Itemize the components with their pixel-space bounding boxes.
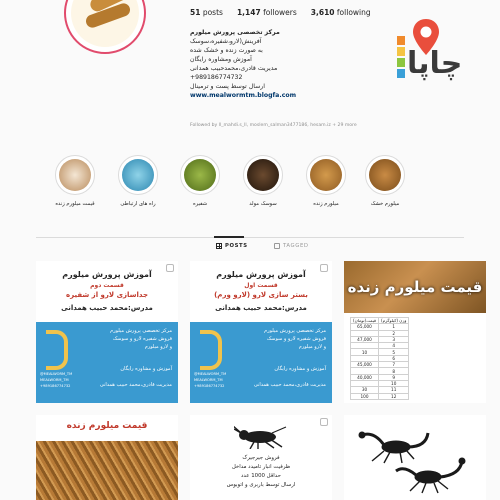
- post-info-line: و لارو میلورم: [298, 344, 326, 350]
- post-handle: MEALWORM_TM: [40, 378, 69, 382]
- bio-line: آفرینش(لارو،شفیره،سوسک: [190, 38, 262, 45]
- post-handle: +989186774732: [40, 384, 71, 388]
- post-info-line: آموزش و مشاوره رایگان: [274, 366, 326, 372]
- table-cell: 5: [379, 349, 409, 355]
- bio-website-link[interactable]: www.mealwormtm.blogfa.com: [190, 92, 297, 99]
- tabs-divider: [36, 237, 464, 238]
- table-cell: 65,000: [351, 324, 379, 330]
- post-text-line: حداقل 1000 عدد: [241, 473, 281, 479]
- bio-line: +989186774732: [190, 74, 243, 81]
- table-cell: 47,000: [351, 336, 379, 342]
- highlight-ring: [118, 155, 158, 195]
- table-cell: 10: [379, 380, 409, 386]
- highlight-label: راه های ارتباطی: [120, 201, 156, 207]
- tab-posts[interactable]: [216, 243, 248, 249]
- scorpion-icon: [356, 421, 476, 497]
- highlight-label: شفیره: [192, 201, 208, 207]
- highlight-label: میلورم زنده: [313, 201, 339, 207]
- post-subtitle: قسمت اول: [244, 282, 278, 289]
- post-teacher: مدرس:محمد حبیب همدانی: [215, 304, 307, 312]
- highlight-cover: [59, 159, 91, 191]
- highlight-cover: [310, 159, 342, 191]
- bio-line: مرکز تخصصی پرورش میلورم: [190, 29, 280, 36]
- following-label: following: [336, 8, 371, 17]
- post-text-line: فروش جیرجیرک: [242, 455, 280, 461]
- post-handle: @MEALWORM_TM: [40, 372, 73, 376]
- post-info-panel: [36, 322, 178, 403]
- bio-line: آموزش ومشاوره رایگان: [190, 56, 252, 63]
- profile-stats: [190, 8, 371, 17]
- highlight-ring: [365, 155, 405, 195]
- watermark-bar: [397, 36, 405, 45]
- highlight-dried-mealworm[interactable]: [357, 155, 413, 207]
- highlight-cover: [369, 159, 401, 191]
- table-cell: 3: [379, 336, 409, 342]
- table-cell: 4: [379, 343, 409, 349]
- highlight-ring: [55, 155, 95, 195]
- highlight-label: میلورم خشک: [370, 201, 400, 207]
- post-handle: @MEALWORM_TM: [194, 372, 227, 376]
- post-handle: MEALWORM_TM: [194, 378, 223, 382]
- highlight-cover: [122, 159, 154, 191]
- table-cell: 100: [351, 393, 379, 399]
- followers-count: 1,147: [236, 8, 261, 17]
- post-info-panel: [190, 322, 332, 403]
- highlight-breeding-beetle[interactable]: [235, 155, 291, 207]
- active-tab-indicator: [214, 236, 244, 238]
- post-info-line: مدیریت قادری،محمد حبیب همدانی: [99, 382, 172, 388]
- following-count: 3,610: [310, 8, 335, 17]
- grid-icon: [216, 243, 222, 249]
- tag-icon: [274, 243, 280, 249]
- tab-posts-label: POSTS: [225, 243, 248, 249]
- chapa-watermark-logo: [397, 16, 489, 88]
- watermark-text: چاپا: [407, 46, 463, 81]
- post-live-price[interactable]: [36, 415, 178, 500]
- post-text-line: ظرفیت انبار تامیدد مداخل: [231, 464, 291, 470]
- followers-label: followers: [263, 8, 297, 17]
- post-title: قیمت میلورم زنده: [347, 278, 483, 296]
- watermark-bar: [397, 58, 405, 67]
- table-cell: 10: [351, 349, 379, 355]
- multi-select-icon: [320, 418, 328, 426]
- posts-count: 51: [190, 8, 201, 17]
- table-cell: 8: [379, 368, 409, 374]
- followed-by-text[interactable]: Followed by ll_mahdi.s_ll, moslem_salman3477186, hesam.iz + 29 more: [190, 123, 357, 128]
- highlight-live-mealworm[interactable]: [298, 155, 354, 207]
- avatar-image: [71, 0, 139, 47]
- post-scorpion[interactable]: [344, 415, 486, 500]
- post-title: قیمت میلورم زنده: [66, 421, 148, 431]
- post-price-table[interactable]: [344, 261, 486, 403]
- bio-line: ارسال توسط پست و ترمینال: [190, 83, 265, 90]
- watermark-color-bars: [397, 36, 405, 80]
- post-text-line: ارسال توسط باربری و اتوبوس: [226, 482, 296, 488]
- price-table: [350, 317, 409, 400]
- tab-tagged-label: TAGGED: [283, 243, 309, 249]
- worm-graphic: [46, 330, 68, 370]
- followers-stat[interactable]: [237, 8, 297, 17]
- bio-line: به صورت زنده و خشک شده: [190, 47, 263, 54]
- post-handle: +989186774732: [194, 384, 225, 388]
- worm-graphic: [200, 330, 222, 370]
- table-cell: 6: [379, 355, 409, 361]
- highlight-cover: [247, 159, 279, 191]
- table-cell: 9: [379, 374, 409, 380]
- bio-line: مدیریت قادری،محمدحبیب همدانی: [190, 65, 278, 72]
- table-cell: 40,000: [351, 374, 379, 380]
- post-tutorial-part-1[interactable]: [190, 261, 332, 403]
- post-info-line: فروش شفیره لارو و سوسک: [112, 336, 172, 342]
- post-info-line: مرکز تخصصی پرورش میلورم: [110, 328, 172, 334]
- highlight-cover: [184, 159, 216, 191]
- profile-avatar[interactable]: [64, 0, 146, 54]
- highlight-label: سوسک مولد: [249, 201, 277, 207]
- highlight-live-price[interactable]: [47, 155, 103, 207]
- watermark-bar: [397, 47, 405, 56]
- posts-label: posts: [202, 8, 223, 17]
- tab-tagged[interactable]: [274, 243, 309, 249]
- post-title: آموزش پرورش میلورم: [216, 270, 306, 279]
- table-cell: 11: [379, 387, 409, 393]
- highlight-contact[interactable]: [110, 155, 166, 207]
- mealworm-photo: [36, 441, 178, 500]
- highlight-ring: [180, 155, 220, 195]
- post-info-line: مرکز تخصصی پرورش میلورم: [264, 328, 326, 334]
- post-info-line: و لارو میلورم: [144, 344, 172, 350]
- post-info-line: مدیریت قادری،محمد حبیب همدانی: [253, 382, 326, 388]
- post-subtitle: بستر سازی لارو (لارو ورم): [214, 291, 308, 299]
- profile-bio: [190, 28, 390, 100]
- watermark-bar: [397, 69, 405, 78]
- table-cell: 45,000: [351, 362, 379, 368]
- cricket-icon: [234, 423, 288, 449]
- table-cell: 2: [379, 330, 409, 336]
- highlight-label: قیمت میلورم زنده: [55, 201, 95, 207]
- highlight-pupa[interactable]: [172, 155, 228, 207]
- post-teacher: مدرس:محمد حبیب همدانی: [61, 304, 153, 312]
- post-subtitle: جداسازی لارو از شفیره: [65, 291, 149, 299]
- following-stat[interactable]: [311, 8, 371, 17]
- table-header: وزن (کیلوگرم): [379, 318, 409, 324]
- post-title: آموزش پرورش میلورم: [62, 270, 152, 279]
- posts-stat[interactable]: [190, 8, 223, 17]
- table-cell: 1: [379, 324, 409, 330]
- table-cell: 7: [379, 362, 409, 368]
- post-info-line: فروش شفیره لارو و سوسک: [266, 336, 326, 342]
- post-subtitle: قسمت دوم: [90, 282, 124, 289]
- highlight-ring: [243, 155, 283, 195]
- post-info-line: آموزش و مشاوره رایگان: [120, 366, 172, 372]
- highlight-ring: [306, 155, 346, 195]
- table-cell: 30: [351, 387, 379, 393]
- post-cricket-sale[interactable]: [190, 415, 332, 500]
- post-tutorial-part-2[interactable]: [36, 261, 178, 403]
- table-row: [351, 393, 409, 399]
- table-cell: 12: [379, 393, 409, 399]
- table-header: قیمت(تومان): [351, 318, 379, 324]
